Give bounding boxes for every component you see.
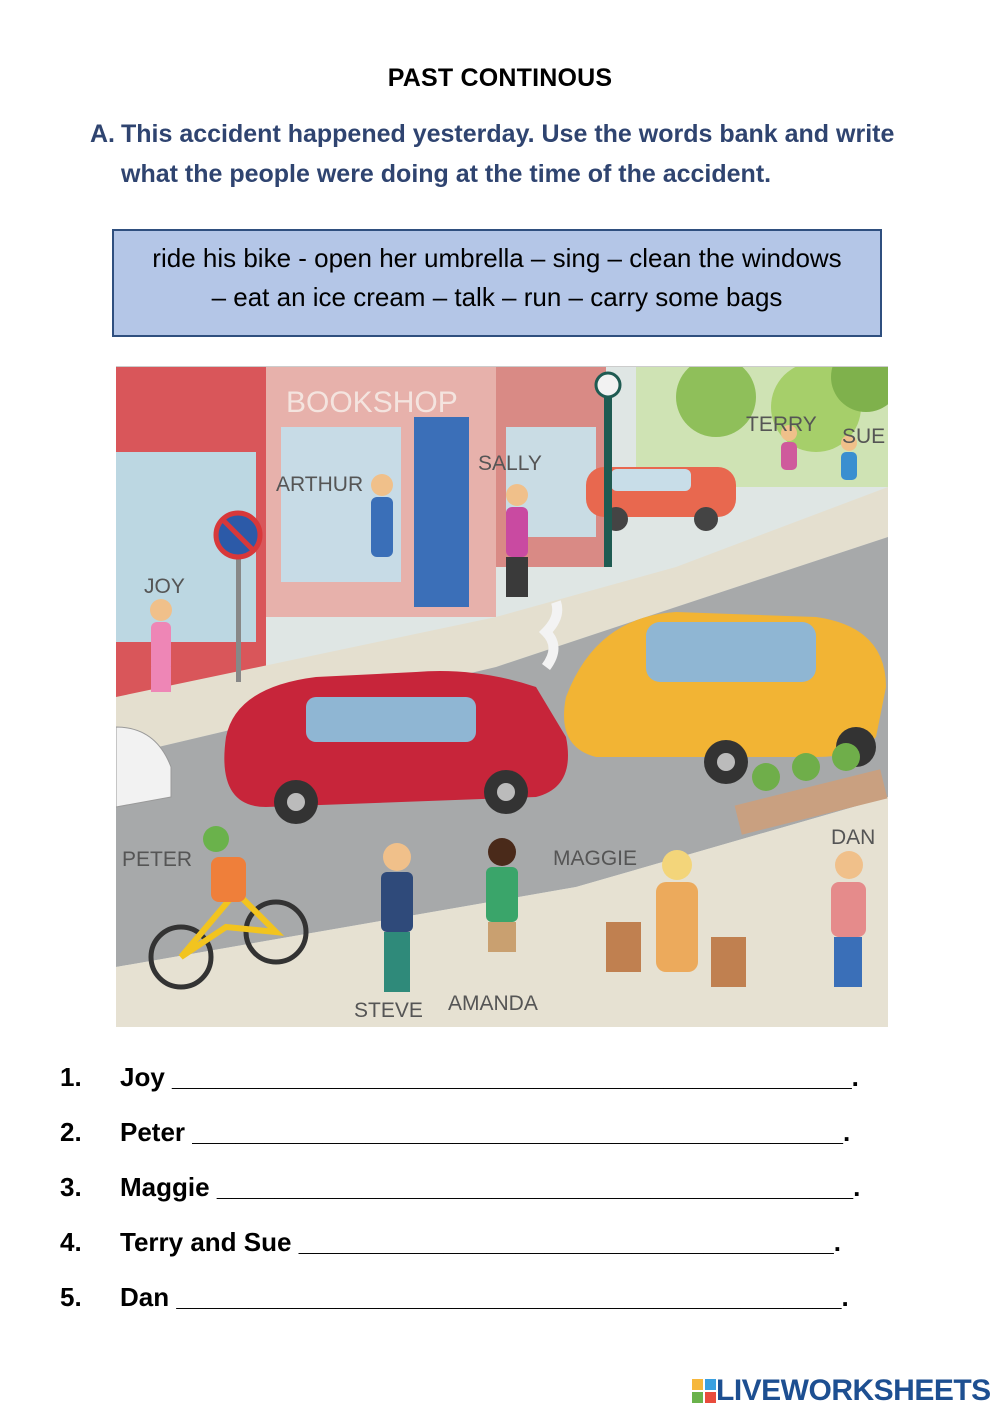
answer-blank[interactable]: _____________________________________ [298, 1227, 834, 1257]
question-end: . [853, 1172, 861, 1202]
question-end: . [842, 1117, 851, 1147]
answer-blank[interactable]: ______________________________________________ [176, 1282, 842, 1312]
label-terry: TERRY [746, 413, 817, 436]
answer-blank[interactable]: ____________________________________________ [216, 1172, 854, 1202]
accident-scene-illustration [116, 366, 888, 1027]
instruction-letter: A. [90, 120, 115, 148]
label-maggie: MAGGIE [553, 847, 638, 870]
question-name: Dan [120, 1282, 170, 1312]
answer-blank[interactable]: _____________________________________________ [192, 1117, 843, 1147]
instruction-line-2: what the people were doing at the time of the accident. [121, 160, 772, 188]
question-name: Maggie [120, 1172, 210, 1202]
label-dan: DAN [831, 826, 876, 849]
question-name: Peter [120, 1117, 186, 1147]
question-name: Joy [120, 1062, 165, 1092]
brand-name: LIVEWORKSHEETS [716, 1374, 991, 1407]
label-arthur: ARTHUR [276, 473, 364, 496]
bookshop-sign: BOOKSHOP [286, 386, 458, 419]
label-amanda: AMANDA [448, 992, 538, 1015]
question-end: . [841, 1282, 849, 1312]
question-name: Terry and Sue [120, 1227, 292, 1257]
label-sally: SALLY [478, 452, 542, 475]
question-number: 3. [60, 1172, 82, 1202]
label-steve: STEVE [354, 999, 423, 1022]
instruction-line-1: This accident happened yesterday. Use the words bank and write [121, 120, 895, 148]
label-sue: SUE [842, 425, 886, 448]
worksheet-title: PAST CONTINOUS [387, 64, 613, 92]
red-car [224, 671, 568, 824]
word-bank [112, 229, 882, 337]
label-peter: PETER [122, 848, 193, 871]
liveworksheets-logo-icon [692, 1379, 716, 1403]
question-number: 2. [60, 1117, 82, 1147]
instruction [90, 114, 970, 194]
question-end: . [833, 1227, 841, 1257]
question-number: 1. [60, 1062, 82, 1092]
answer-blank[interactable]: _______________________________________________ [172, 1062, 852, 1092]
question-number: 5. [60, 1282, 82, 1312]
label-joy: JOY [144, 575, 185, 598]
word-bank-line-1: ride his bike - open her umbrella – sing – clean the windows [152, 243, 842, 273]
question-number: 4. [60, 1227, 82, 1257]
word-bank-line-2: – eat an ice cream – talk – run – carry some bags [211, 282, 783, 312]
question-end: . [851, 1062, 859, 1092]
footer-brand [692, 1374, 991, 1408]
